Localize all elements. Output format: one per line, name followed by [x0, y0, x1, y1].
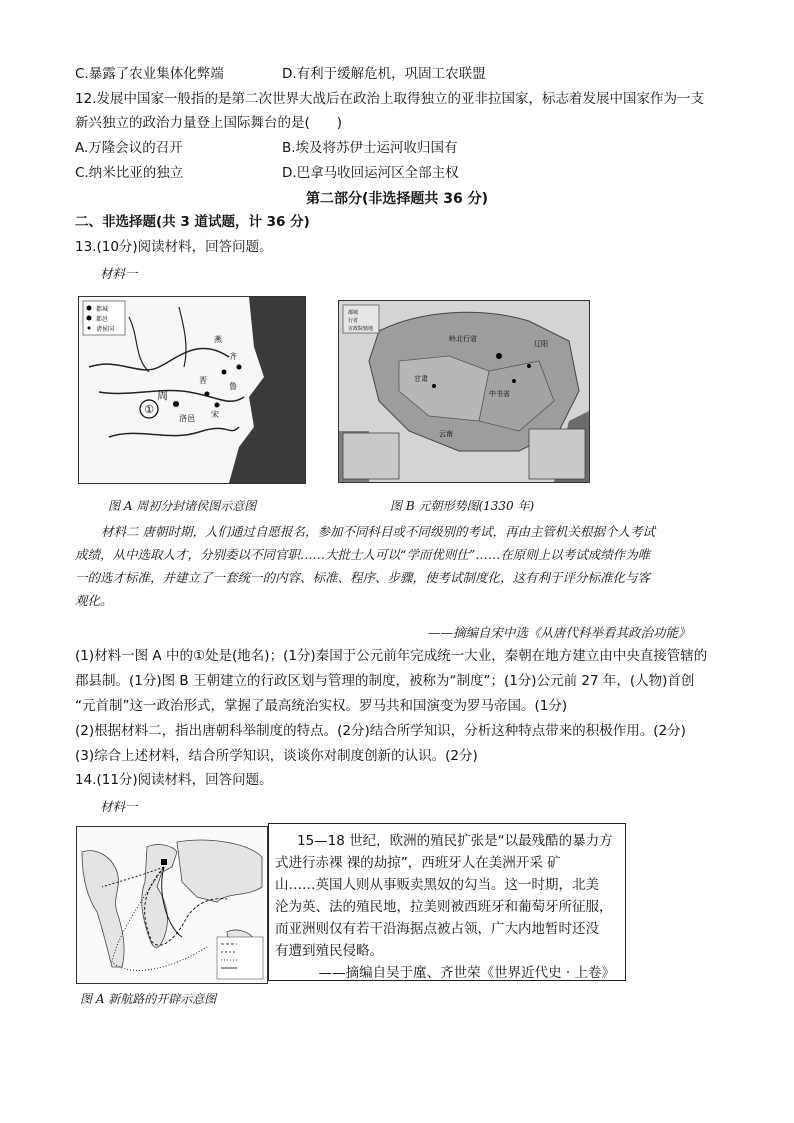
map-a-label-yan: 燕 [214, 335, 222, 344]
q13-question-1c: “元首制”这一政治形式，掌握了最高统治实权。罗马共和国演变为罗马帝国。(1分) [75, 698, 568, 714]
map-new-sea-routes [76, 826, 268, 984]
map-a-label-qi: 齐 [229, 352, 237, 361]
q13-question-1b: 郡县制。(1分)图 B 王朝建立的行政区划与管理的制度，被称为“制度”；(1分)公元前 27 年，(人物)首创 [75, 673, 695, 689]
q13-material2 [75, 520, 719, 612]
quote-source: ——摘编自吴于廑、齐世荣《世界近代史 · 上卷》 [318, 965, 615, 981]
q12-option-c: C.纳米比亚的独立 [75, 165, 184, 181]
map-a-caption: 图 A 周初分封诸侯图示意图 [108, 499, 257, 513]
map-a-label-lu: 鲁 [229, 382, 237, 391]
quote-line3: 山……英国人则从事贩卖黑奴的勾当。这一时期，北美 [275, 877, 599, 893]
q13-intro: 13.(10分)阅读材料，回答问题。 [75, 239, 273, 255]
map-b-caption: 图 B 元朝形势图(1330 年) [390, 499, 535, 513]
quote-line5: 而亚洲则仅有若干沿海据点被占领，广大内地暂时还没 [275, 921, 599, 937]
quote-line2: 式进行赤裸 裸的劫掠”，西班牙人在美洲开采 矿 [275, 855, 561, 871]
map-b-legend-capital: 都城 [348, 310, 359, 316]
map-a-zhou-fief [78, 296, 306, 484]
map-a-label-jin: 晋 [199, 376, 207, 385]
map-b-label-lingbei: 岭北行省 [449, 335, 477, 343]
map-a-drawing [79, 297, 305, 483]
q13-material1-label: 材料一 [100, 266, 138, 281]
map-a-label-song: 宋 [211, 410, 219, 419]
q12-option-b: B.埃及将苏伊士运河收归国有 [282, 140, 458, 156]
map-b-label-gansu: 甘肃 [414, 375, 428, 383]
map-b-label-liaoyang: 辽阳 [534, 340, 548, 348]
map-b-label-zhongshu: 中书省 [489, 390, 510, 398]
q14-intro: 14.(11分)阅读材料，回答问题。 [75, 772, 273, 788]
map-a-legend-state: 诸侯国 [96, 326, 115, 333]
map-b-legend-province: 行省 [348, 318, 359, 324]
q12-stem-line1: 12.发展中国家一般指的是第二次世界大战后在政治上取得独立的亚非拉国家，标志着发展中国家作为一支 [75, 91, 704, 107]
map-a-legend-capital: 都城 [96, 306, 109, 313]
q13-material2-line1: 材料二 唐朝时期，人们通过自愿报名，参加不同科目或不同级别的考试，再由主管机关根据个人考试 [101, 524, 655, 539]
quote-line1: 15—18 世纪，欧洲的殖民扩张是“以最残酷的暴力方 [297, 833, 613, 849]
q11-option-c: C.暴露了农业集体化弊端 [75, 66, 224, 82]
map-new-routes-caption: 图 A 新航路的开辟示意图 [80, 992, 217, 1006]
q13-material2-line2: 成绩，从中选取人才，分别委以不同官职……大批士人可以“学而优则仕”……在原则上以考试成绩作为唯 [75, 547, 651, 562]
q14-material1-quote-box [268, 823, 626, 981]
part2-title: 第二部分(非选择题共 36 分) [305, 191, 489, 207]
q11-option-d: D.有利于缓解危机，巩固工农联盟 [282, 66, 486, 82]
map-b-label-yunnan: 云南 [439, 430, 453, 438]
sea-routes-drawing [77, 827, 267, 983]
q14-material1-label: 材料一 [100, 799, 138, 814]
q12-option-d: D.巴拿马收回运河区全部主权 [282, 165, 459, 181]
map-b-drawing [339, 301, 589, 482]
quote-line4: 沦为英、法的殖民地，拉美则被西班牙和葡萄牙所征服， [275, 899, 613, 915]
q13-question-3: (3)综合上述材料，结合所学知识，谈谈你对制度创新的认识。(2分) [75, 748, 478, 764]
q13-material2-source: ——摘编自宋中选《从唐代科举看其政治功能》 [428, 625, 691, 640]
map-b-legend-xuanzheng: 宣政院辖地 [348, 326, 374, 332]
q13-question-1a: (1)材料一图 A 中的①处是(地名)；(1分)秦国于公元前年完成统一大业，秦朝在地方建立由中央直接管辖的 [75, 648, 708, 664]
q12-stem-line2: 新兴独立的政治力量登上国际舞台的是( ) [75, 115, 343, 131]
svg-text:①: ① [144, 403, 154, 416]
q13-material2-line4: 观化。 [75, 593, 113, 608]
q13-question-2: (2)根据材料二，指出唐朝科举制度的特点。(2分)结合所学知识，分析这种特点带来的积极作用。(2分) [75, 723, 686, 739]
map-a-label-luoyi: 洛邑 [179, 414, 195, 423]
map-a-label-zhou: 周 [157, 389, 168, 402]
q12-option-a: A.万隆会议的召开 [75, 140, 183, 156]
map-a-legend-city: 都邑 [96, 316, 109, 323]
section2-title: 二、非选择题(共 3 道试题，计 36 分) [75, 214, 310, 230]
q13-material2-line3: 一的选才标准，并建立了一套统一的内容、标准、程序、步骤，使考试制度化，这有利于评分标准化与客 [75, 570, 651, 585]
quote-line6: 有遭到殖民侵略。 [275, 943, 383, 959]
map-b-yuan-dynasty [338, 300, 590, 483]
